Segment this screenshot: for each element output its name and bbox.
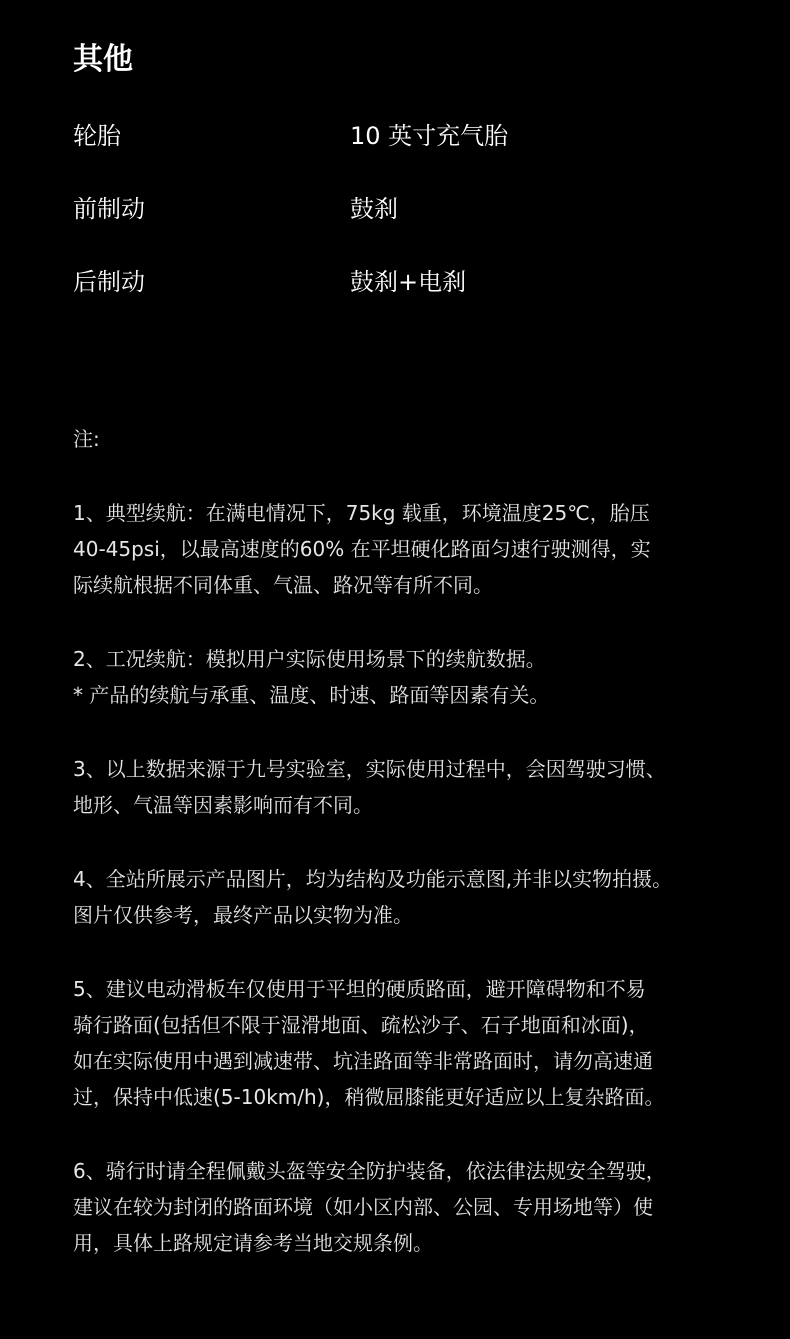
- note-line: 际续航根据不同体重、气温、路况等有所不同。: [73, 573, 493, 597]
- notes-heading: 注:: [73, 427, 100, 451]
- note-line: 2、工况续航：模拟用户实际使用场景下的续航数据。: [73, 647, 546, 671]
- note-line: * 产品的续航与承重、温度、时速、路面等因素有关。: [73, 683, 550, 707]
- note-line: 3、以上数据来源于九号实验室，实际使用过程中，会因驾驶习惯、: [73, 757, 666, 781]
- notes-section: [73, 421, 753, 1299]
- note-line: 地形、气温等因素影响而有不同。: [73, 793, 373, 817]
- note-item-images: [73, 861, 753, 933]
- spec-value-rear-brake: 鼓刹+电刹: [350, 268, 467, 296]
- section-title: 其他: [73, 42, 133, 77]
- spec-row-front-brake: [0, 191, 790, 227]
- note-line: 如在实际使用中遇到减速带、坑洼路面等非常路面时，请勿高速通: [73, 1049, 653, 1073]
- note-line: 1、典型续航：在满电情况下，75kg 载重，环境温度25℃，胎压: [73, 501, 650, 525]
- note-line: 6、骑行时请全程佩戴头盔等安全防护装备，依法律法规安全驾驶，: [73, 1159, 666, 1183]
- spec-row-tire: [0, 118, 790, 154]
- note-item-road-usage: [73, 971, 753, 1115]
- note-line: 过，保持中低速(5-10km/h)，稍微屈膝能更好适应以上复杂路面。: [73, 1085, 665, 1109]
- note-line: 图片仅供参考，最终产品以实物为准。: [73, 903, 413, 927]
- note-line: 骑行路面(包括但不限于湿滑地面、疏松沙子、石子地面和冰面)，: [73, 1013, 649, 1037]
- spec-label-front-brake: 前制动: [73, 195, 145, 223]
- note-line: 用，具体上路规定请参考当地交规条例。: [73, 1231, 433, 1255]
- spec-label-tire: 轮胎: [73, 122, 121, 150]
- note-item-typical-range: [73, 495, 753, 603]
- note-line: 5、建议电动滑板车仅使用于平坦的硬质路面，避开障碍物和不易: [73, 977, 646, 1001]
- spec-value-front-brake: 鼓刹: [350, 195, 398, 223]
- spec-value-tire: 10 英寸充气胎: [350, 122, 509, 150]
- note-item-safety: [73, 1153, 753, 1261]
- spec-label-rear-brake: 后制动: [73, 268, 145, 296]
- spec-row-rear-brake: [0, 264, 790, 300]
- note-line: 4、全站所展示产品图片，均为结构及功能示意图,并非以实物拍摄。: [73, 867, 673, 891]
- note-item-data-source: [73, 751, 753, 823]
- note-item-working-range: [73, 641, 753, 713]
- note-line: 40-45psi，以最高速度的60% 在平坦硬化路面匀速行驶测得，实: [73, 537, 651, 561]
- note-line: 建议在较为封闭的路面环境（如小区内部、公园、专用场地等）使: [73, 1195, 653, 1219]
